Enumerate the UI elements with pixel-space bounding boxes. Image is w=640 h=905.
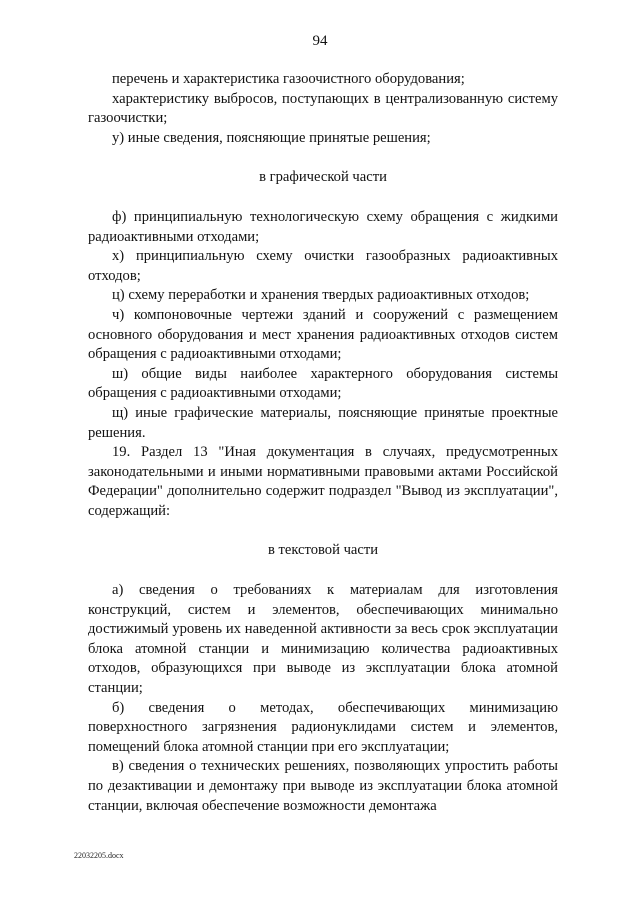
paragraph: ц) схему переработки и хранения твердых радиоактивных отходов; (112, 287, 530, 304)
paragraph: а) сведения о требованиях к материалам для изготовления конструкций, систем и элементов, обеспечивающих минимально достижимый уровень их наведенной активности за весь срок эксплуатации блока атомной станции и минимизацию количества радиоактивных отходов, образующихся при выводе из эксплуатации блока атомной станции; (88, 582, 558, 697)
paragraph: перечень и характеристика газоочистного оборудования; (112, 71, 465, 87)
paragraph: х) принципиальную схему очистки газообразных радиоактивных отходов; (88, 248, 558, 284)
section-heading-text: в текстовой части (267, 542, 379, 559)
footer-filename: 22032205.docx (74, 851, 124, 860)
paragraph: б) сведения о методах, обеспечивающих минимизацию поверхностного загрязнения радионуклидами систем и элементов, помещений блока атомной станции при его эксплуатации; (88, 699, 558, 755)
paragraph: у) иные сведения, поясняющие принятые решения; (112, 129, 431, 146)
paragraph: ф) принципиальную технологическую схему обращения с жидкими радиоактивными отходами; (88, 208, 558, 245)
paragraph: щ) иные графические материалы, поясняющие принятые проектные решения. (88, 404, 558, 441)
paragraph: 19. Раздел 13 "Иная документация в случаях, предусмотренных законодательными и иными нормативными правовыми актами Российской Федерации" дополнительно содержит подраздел "Вывод из эксплуатации", содержащий: (88, 444, 558, 519)
paragraph: ш) общие виды наиболее характерного оборудования системы обращения с радиоактивными отходами; (88, 365, 558, 402)
section-heading-graphic: в графической части (259, 169, 387, 186)
paragraph: в) сведения о технических решениях, позволяющих упростить работы по дезактивации и демонтажу при выводе из эксплуатации блока атомной станции, включая обеспечение возможности демонтажа (88, 758, 558, 814)
paragraph: характеристику выбросов, поступающих в централизованную систему газоочистки; (88, 90, 558, 127)
paragraph: ч) компоновочные чертежи зданий и сооружений с размещением основного оборудования и мест хранения радиоактивных отходов систем обращения с радиоактивными отходами; (88, 306, 558, 363)
document-body (88, 70, 558, 816)
page-number: 94 (312, 33, 328, 49)
